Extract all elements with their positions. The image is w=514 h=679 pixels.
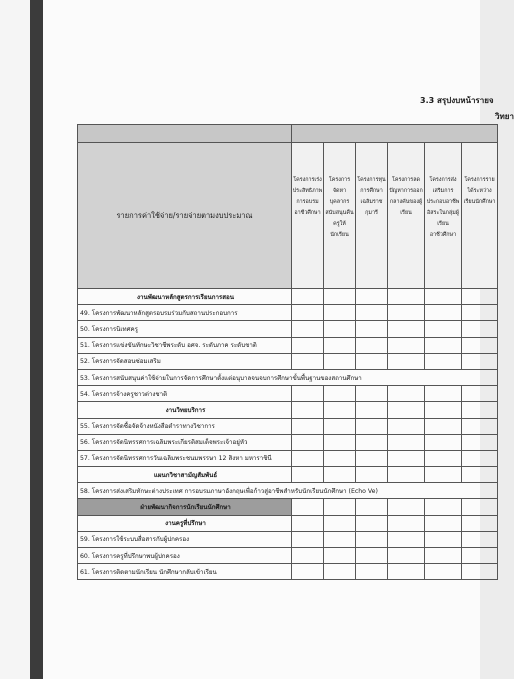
amount-cell <box>324 305 356 321</box>
project-name-cell: 60. โครงการครูที่ปรึกษาพบผู้ปกครอง <box>78 548 292 564</box>
section-label: งานพัฒนาหลักสูตรการเรียนการสอน <box>78 289 292 305</box>
amount-cell <box>388 353 425 369</box>
amount-cell <box>462 353 498 369</box>
amount-cell <box>462 434 498 450</box>
project-column-header: โครงการทุนการศึกษาเฉลิมราชกุมารี <box>356 143 388 289</box>
amount-cell <box>292 289 324 305</box>
amount-cell <box>388 289 425 305</box>
amount-cell <box>292 418 324 434</box>
amount-cell <box>356 305 388 321</box>
section-header-row <box>78 515 498 531</box>
project-name-cell: 58. โครงการส่งเสริมทักษะต่างประเทศ การอบรมภาษาอังกฤษเพื่อก้าวสู่อาชีพสำหรับนักเรียนนักศึกษา (Echo Ve) <box>78 483 498 499</box>
amount-cell <box>324 434 356 450</box>
section-header-row <box>78 289 498 305</box>
amount-cell <box>388 531 425 547</box>
amount-cell <box>425 353 462 369</box>
amount-cell <box>425 386 462 402</box>
project-name-cell: 54. โครงการจ้างครูชาวต่างชาติ <box>78 386 292 402</box>
project-name-cell: 55. โครงการจัดซื้อจัดจ้างหนังสือตำราทางวิชาการ <box>78 418 292 434</box>
amount-cell <box>292 386 324 402</box>
amount-cell <box>388 402 425 418</box>
project-name-cell: 56. โครงการจัดนิทรรศการเฉลิมพระเกียรติสมเด็จพระเจ้าอยู่หัว <box>78 434 292 450</box>
project-name-cell: 52. โครงการจัดสอนซ่อมเสริม <box>78 353 292 369</box>
top-band-left <box>78 125 292 143</box>
section-label: แผนกวิชาสามัญสัมพันธ์ <box>78 467 292 483</box>
table-row <box>78 450 498 466</box>
amount-cell <box>356 353 388 369</box>
amount-cell <box>292 434 324 450</box>
amount-cell <box>356 531 388 547</box>
amount-cell <box>425 515 462 531</box>
table-row <box>78 548 498 564</box>
page-edge-shadow <box>30 0 43 679</box>
project-column-header: โครงการรายได้ระหว่างเรียนนักศึกษา <box>462 143 498 289</box>
amount-cell <box>425 564 462 580</box>
binding-margin <box>0 0 30 679</box>
table-row <box>78 321 498 337</box>
amount-cell <box>356 548 388 564</box>
top-band-right <box>292 125 498 143</box>
amount-cell <box>425 450 462 466</box>
amount-cell <box>324 531 356 547</box>
project-name-cell: 51. โครงการแข่งขันทักษะวิชาชีพระดับ อศจ. ระดับภาค ระดับชาติ <box>78 337 292 353</box>
section-label: งานวิทยบริการ <box>78 402 292 418</box>
amount-cell <box>425 305 462 321</box>
project-name-cell: 57. โครงการจัดนิทรรศการวันเฉลิมพระชนมพรรษา 12 สิงหา มหาราชินี <box>78 450 292 466</box>
amount-cell <box>388 434 425 450</box>
amount-cell <box>462 515 498 531</box>
document-page <box>43 0 514 679</box>
amount-cell <box>356 515 388 531</box>
table-row <box>78 531 498 547</box>
project-name-cell: 53. โครงการสนับสนุนค่าใช้จ่ายในการจัดการศึกษาตั้งแต่อนุบาลจนจบการศึกษาขั้นพื้นฐานของสถานศึกษา <box>78 369 498 385</box>
amount-cell <box>388 467 425 483</box>
amount-cell <box>388 321 425 337</box>
table-row <box>78 369 498 385</box>
table-row <box>78 418 498 434</box>
amount-cell <box>356 434 388 450</box>
amount-cell <box>388 515 425 531</box>
amount-cell <box>356 450 388 466</box>
table-header-row <box>78 143 498 289</box>
amount-cell <box>425 337 462 353</box>
section-label: งานครูที่ปรึกษา <box>78 515 292 531</box>
amount-cell <box>356 418 388 434</box>
amount-cell <box>356 321 388 337</box>
amount-cell <box>425 321 462 337</box>
table-row <box>78 305 498 321</box>
amount-cell <box>388 418 425 434</box>
amount-cell <box>356 337 388 353</box>
section-label: ฝ่ายพัฒนากิจการนักเรียนนักศึกษา <box>78 499 292 515</box>
amount-cell <box>462 289 498 305</box>
project-column-header: โครงการส่งเสริมการประกอบอาชีพอิสระในกลุ่มผู้เรียนอาชีวศึกษา <box>425 143 462 289</box>
amount-cell <box>462 402 498 418</box>
amount-cell <box>388 386 425 402</box>
amount-cell <box>462 467 498 483</box>
project-name-cell: 59. โครงการใช้ระบบสื่อสารกับผู้ปกครอง <box>78 531 292 547</box>
amount-cell <box>324 450 356 466</box>
amount-cell <box>324 386 356 402</box>
amount-cell <box>356 402 388 418</box>
project-name-cell: 61. โครงการติดตามนักเรียน นักศึกษากลับเข้าเรียน <box>78 564 292 580</box>
amount-cell <box>324 337 356 353</box>
amount-cell <box>388 499 425 515</box>
page-heading: 3.3 สรุปงบหน้ารายจ <box>420 96 494 105</box>
amount-cell <box>324 418 356 434</box>
amount-cell <box>388 450 425 466</box>
table-top-band <box>78 125 498 143</box>
amount-cell <box>425 434 462 450</box>
project-column-header: โครงการเร่งประสิทธิภาพการอบรมอาชีวศึกษา <box>292 143 324 289</box>
amount-cell <box>462 305 498 321</box>
amount-cell <box>388 548 425 564</box>
table-body <box>78 289 498 580</box>
amount-cell <box>292 531 324 547</box>
amount-cell <box>356 499 388 515</box>
amount-cell <box>324 548 356 564</box>
amount-cell <box>292 353 324 369</box>
amount-cell <box>462 499 498 515</box>
amount-cell <box>324 289 356 305</box>
table-row <box>78 483 498 499</box>
amount-cell <box>356 564 388 580</box>
section-header-row <box>78 402 498 418</box>
table-row <box>78 434 498 450</box>
amount-cell <box>324 321 356 337</box>
amount-cell <box>324 353 356 369</box>
amount-cell <box>425 402 462 418</box>
amount-cell <box>356 386 388 402</box>
amount-cell <box>462 337 498 353</box>
amount-cell <box>425 548 462 564</box>
amount-cell <box>462 564 498 580</box>
table-row <box>78 564 498 580</box>
project-name-cell: 49. โครงการพัฒนาหลักสูตรอบรมร่วมกับสถานประกอบการ <box>78 305 292 321</box>
table-row <box>78 337 498 353</box>
amount-cell <box>356 289 388 305</box>
amount-cell <box>388 305 425 321</box>
amount-cell <box>462 531 498 547</box>
amount-cell <box>425 289 462 305</box>
amount-cell <box>425 418 462 434</box>
amount-cell <box>324 515 356 531</box>
table-row <box>78 386 498 402</box>
amount-cell <box>292 548 324 564</box>
amount-cell <box>292 321 324 337</box>
amount-cell <box>462 321 498 337</box>
page-subheading: วิทยา <box>495 112 514 121</box>
row-header-label: รายการค่าใช้จ่าย/รายจ่ายตามงบประมาณ <box>78 143 292 289</box>
amount-cell <box>462 386 498 402</box>
amount-cell <box>292 467 324 483</box>
amount-cell <box>292 499 324 515</box>
amount-cell <box>324 402 356 418</box>
budget-summary-table <box>77 124 498 580</box>
amount-cell <box>462 450 498 466</box>
amount-cell <box>292 564 324 580</box>
table-row <box>78 353 498 369</box>
amount-cell <box>388 337 425 353</box>
amount-cell <box>462 418 498 434</box>
amount-cell <box>425 531 462 547</box>
project-column-header: โครงการจัดหาบุคลากรสนับสนุนคืนครูให้นักเรียน <box>324 143 356 289</box>
amount-cell <box>356 467 388 483</box>
amount-cell <box>425 499 462 515</box>
amount-cell <box>324 499 356 515</box>
amount-cell <box>292 515 324 531</box>
project-name-cell: 50. โครงการนิเทศครู <box>78 321 292 337</box>
amount-cell <box>292 305 324 321</box>
amount-cell <box>292 450 324 466</box>
amount-cell <box>292 402 324 418</box>
amount-cell <box>388 564 425 580</box>
amount-cell <box>324 564 356 580</box>
amount-cell <box>292 337 324 353</box>
project-column-header: โครงการลดปัญหาการออกกลางคันของผู้เรียน <box>388 143 425 289</box>
section-header-row <box>78 467 498 483</box>
amount-cell <box>324 467 356 483</box>
section-header-row <box>78 499 498 515</box>
amount-cell <box>425 467 462 483</box>
amount-cell <box>462 548 498 564</box>
